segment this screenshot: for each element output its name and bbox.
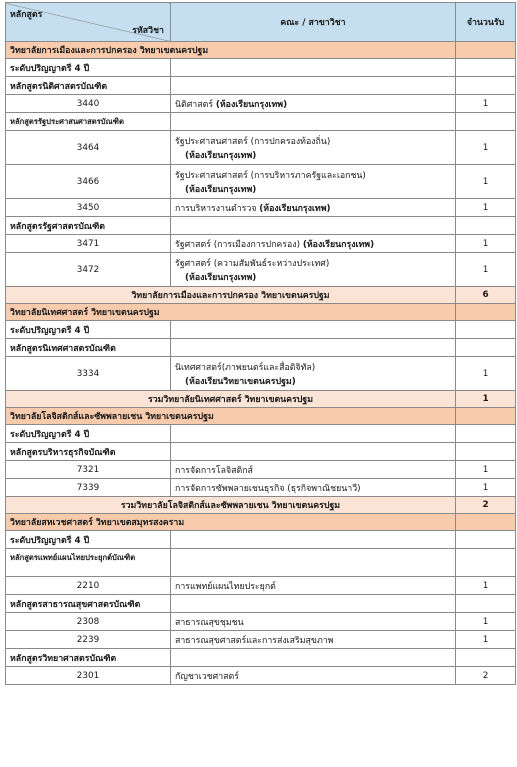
college-total-row xyxy=(6,287,516,304)
seat-count: 1 xyxy=(456,235,516,253)
seat-count: 1 xyxy=(456,461,516,479)
program-name: หลักสูตรรัฐศาสตรบัณฑิต xyxy=(6,217,171,235)
course-code: 3464 xyxy=(6,131,171,165)
program-name: หลักสูตรแพทย์แผนไทยประยุกต์บัณฑิต xyxy=(6,549,171,577)
college-name: วิทยาลัยสหเวชศาสตร์ วิทยาเขตสมุทรสงคราม xyxy=(6,514,456,531)
college-total-row xyxy=(6,391,516,408)
course-code: 2308 xyxy=(6,613,171,631)
major-cell xyxy=(171,613,456,631)
major-name: การแพทย์แผนไทยประยุกต์ xyxy=(175,581,276,592)
empty-cell xyxy=(456,217,516,235)
table-row xyxy=(6,613,516,631)
empty-cell xyxy=(171,321,456,339)
empty-cell xyxy=(456,649,516,667)
program-row xyxy=(6,595,516,613)
program-name: หลักสูตรสาธารณสุขศาสตรบัณฑิต xyxy=(6,595,171,613)
college-row xyxy=(6,514,516,531)
college-count-cell xyxy=(456,514,516,531)
seat-count: 1 xyxy=(456,131,516,165)
table-row xyxy=(6,479,516,497)
major-name: การบริหารงานตำรวจ xyxy=(175,203,257,214)
course-code: 3471 xyxy=(6,235,171,253)
college-name: วิทยาลัยนิเทศศาสตร์ วิทยาเขตนครปฐม xyxy=(6,304,456,321)
course-code: 2301 xyxy=(6,667,171,685)
college-name: วิทยาลัยการเมืองและการปกครอง วิทยาเขตนครปฐม xyxy=(6,42,456,59)
empty-cell xyxy=(171,531,456,549)
empty-cell xyxy=(171,113,456,131)
major-name: สาธารณสุขชุมชน xyxy=(175,617,244,628)
major-name: การจัดการซัพพลายเชนธุรกิจ (ธุรกิจพาณิชยนาวี) xyxy=(175,483,361,494)
campus-note: (ห้องเรียนวิทยาเขตนครปฐม) xyxy=(185,376,296,387)
table-header-row xyxy=(6,3,516,42)
empty-cell xyxy=(456,339,516,357)
table-row xyxy=(6,577,516,595)
college-count-cell xyxy=(456,42,516,59)
major-cell xyxy=(171,631,456,649)
seat-count: 1 xyxy=(456,165,516,199)
table-body xyxy=(6,42,516,685)
header-faculty: คณะ / สาขาวิชา xyxy=(171,3,456,42)
major-cell xyxy=(171,95,456,113)
total-label: รวมวิทยาลัยโลจิสติกส์และซัพพลายเชน วิทยาเขตนครปฐม xyxy=(6,497,456,514)
empty-cell xyxy=(171,59,456,77)
empty-cell xyxy=(171,339,456,357)
major-cell xyxy=(171,461,456,479)
admission-quota-table xyxy=(5,2,516,685)
course-code: 3472 xyxy=(6,253,171,287)
campus-note: (ห้องเรียนกรุงเทพ) xyxy=(215,99,288,110)
degree-level: ระดับปริญญาตรี 4 ปี xyxy=(6,531,171,549)
degree-level: ระดับปริญญาตรี 4 ปี xyxy=(6,59,171,77)
empty-cell xyxy=(456,549,516,577)
major-name: สาธารณสุขศาสตร์และการส่งเสริมสุขภาพ xyxy=(175,635,334,646)
major-cell xyxy=(171,131,456,165)
campus-note: (ห้องเรียนกรุงเทพ) xyxy=(259,203,331,214)
college-row xyxy=(6,42,516,59)
major-cell xyxy=(171,667,456,685)
empty-cell xyxy=(456,425,516,443)
college-name: วิทยาลัยโลจิสติกส์และซัพพลายเชน วิทยาเขตนครปฐม xyxy=(6,408,456,425)
major-name: กัญชาเวชศาสตร์ xyxy=(175,671,239,682)
seat-count: 1 xyxy=(456,631,516,649)
seat-count: 1 xyxy=(456,357,516,391)
table-row xyxy=(6,95,516,113)
header-program-code-cell xyxy=(6,3,171,42)
campus-note: (ห้องเรียนกรุงเทพ) xyxy=(185,150,257,161)
seat-count: 1 xyxy=(456,577,516,595)
campus-note: (ห้องเรียนกรุงเทพ) xyxy=(185,184,257,195)
table-row xyxy=(6,357,516,391)
program-name: หลักสูตรนิติศาสตรบัณฑิต xyxy=(6,77,171,95)
course-code: 2210 xyxy=(6,577,171,595)
empty-cell xyxy=(171,425,456,443)
major-cell xyxy=(171,253,456,287)
empty-cell xyxy=(456,113,516,131)
degree-level: ระดับปริญญาตรี 4 ปี xyxy=(6,321,171,339)
program-row xyxy=(6,649,516,667)
empty-cell xyxy=(171,595,456,613)
total-label: วิทยาลัยการเมืองและการปกครอง วิทยาเขตนครปฐม xyxy=(6,287,456,304)
course-code: 3450 xyxy=(6,199,171,217)
empty-cell xyxy=(456,595,516,613)
college-total-row xyxy=(6,497,516,514)
empty-cell xyxy=(456,443,516,461)
program-row xyxy=(6,549,516,577)
empty-cell xyxy=(171,217,456,235)
major-cell xyxy=(171,199,456,217)
empty-cell xyxy=(456,531,516,549)
campus-note: (ห้องเรียนกรุงเทพ) xyxy=(185,272,257,283)
empty-cell xyxy=(171,649,456,667)
level-row xyxy=(6,531,516,549)
campus-note: (ห้องเรียนกรุงเทพ) xyxy=(302,239,375,250)
course-code: 7321 xyxy=(6,461,171,479)
program-name: หลักสูตรรัฐประศาสนศาสตรบัณฑิต xyxy=(6,113,171,131)
level-row xyxy=(6,321,516,339)
major-name: นิเทศศาสตร์(ภาพยนตร์และสื่อดิจิทัล) xyxy=(175,362,316,373)
course-code: 3334 xyxy=(6,357,171,391)
empty-cell xyxy=(456,59,516,77)
table-row xyxy=(6,253,516,287)
course-code: 2239 xyxy=(6,631,171,649)
major-cell xyxy=(171,235,456,253)
college-row xyxy=(6,408,516,425)
seat-count: 1 xyxy=(456,199,516,217)
header-program: หลักสูตร xyxy=(10,10,43,20)
program-name: หลักสูตรวิทยาศาสตรบัณฑิต xyxy=(6,649,171,667)
major-cell xyxy=(171,577,456,595)
program-name: หลักสูตรนิเทศศาสตรบัณฑิต xyxy=(6,339,171,357)
major-name: รัฐประศาสนศาสตร์ (การปกครองท้องถิ่น) xyxy=(175,136,331,147)
program-row xyxy=(6,113,516,131)
program-row xyxy=(6,443,516,461)
course-code: 3466 xyxy=(6,165,171,199)
seat-count: 1 xyxy=(456,253,516,287)
total-count: 2 xyxy=(456,497,516,514)
empty-cell xyxy=(456,77,516,95)
level-row xyxy=(6,425,516,443)
program-row xyxy=(6,77,516,95)
major-name: รัฐศาสตร์ (ความสัมพันธ์ระหว่างประเทศ) xyxy=(175,258,330,269)
table-row xyxy=(6,199,516,217)
table-row xyxy=(6,461,516,479)
empty-cell xyxy=(171,549,456,577)
table-row xyxy=(6,131,516,165)
total-count: 6 xyxy=(456,287,516,304)
table-row xyxy=(6,667,516,685)
program-row xyxy=(6,339,516,357)
seat-count: 1 xyxy=(456,95,516,113)
empty-cell xyxy=(171,443,456,461)
college-count-cell xyxy=(456,304,516,321)
program-name: หลักสูตรบริหารธุรกิจบัณฑิต xyxy=(6,443,171,461)
major-name: นิติศาสตร์ xyxy=(175,99,214,110)
table-row xyxy=(6,631,516,649)
major-cell xyxy=(171,165,456,199)
major-name: การจัดการโลจิสติกส์ xyxy=(175,465,253,476)
empty-cell xyxy=(456,321,516,339)
seat-count: 1 xyxy=(456,479,516,497)
major-name: รัฐศาสตร์ (การเมืองการปกครอง) xyxy=(175,239,301,250)
total-count: 1 xyxy=(456,391,516,408)
seat-count: 2 xyxy=(456,667,516,685)
program-row xyxy=(6,217,516,235)
seat-count: 1 xyxy=(456,613,516,631)
header-code: รหัสวิชา xyxy=(132,26,164,36)
college-count-cell xyxy=(456,408,516,425)
table-row xyxy=(6,235,516,253)
course-code: 7339 xyxy=(6,479,171,497)
major-cell xyxy=(171,479,456,497)
major-name: รัฐประศาสนศาสตร์ (การบริหารภาครัฐและเอกชน) xyxy=(175,170,366,181)
major-cell xyxy=(171,357,456,391)
degree-level: ระดับปริญญาตรี 4 ปี xyxy=(6,425,171,443)
level-row xyxy=(6,59,516,77)
course-code: 3440 xyxy=(6,95,171,113)
total-label: รวมวิทยาลัยนิเทศศาสตร์ วิทยาเขตนครปฐม xyxy=(6,391,456,408)
header-count: จำนวนรับ xyxy=(456,3,516,42)
table-row xyxy=(6,165,516,199)
college-row xyxy=(6,304,516,321)
empty-cell xyxy=(171,77,456,95)
